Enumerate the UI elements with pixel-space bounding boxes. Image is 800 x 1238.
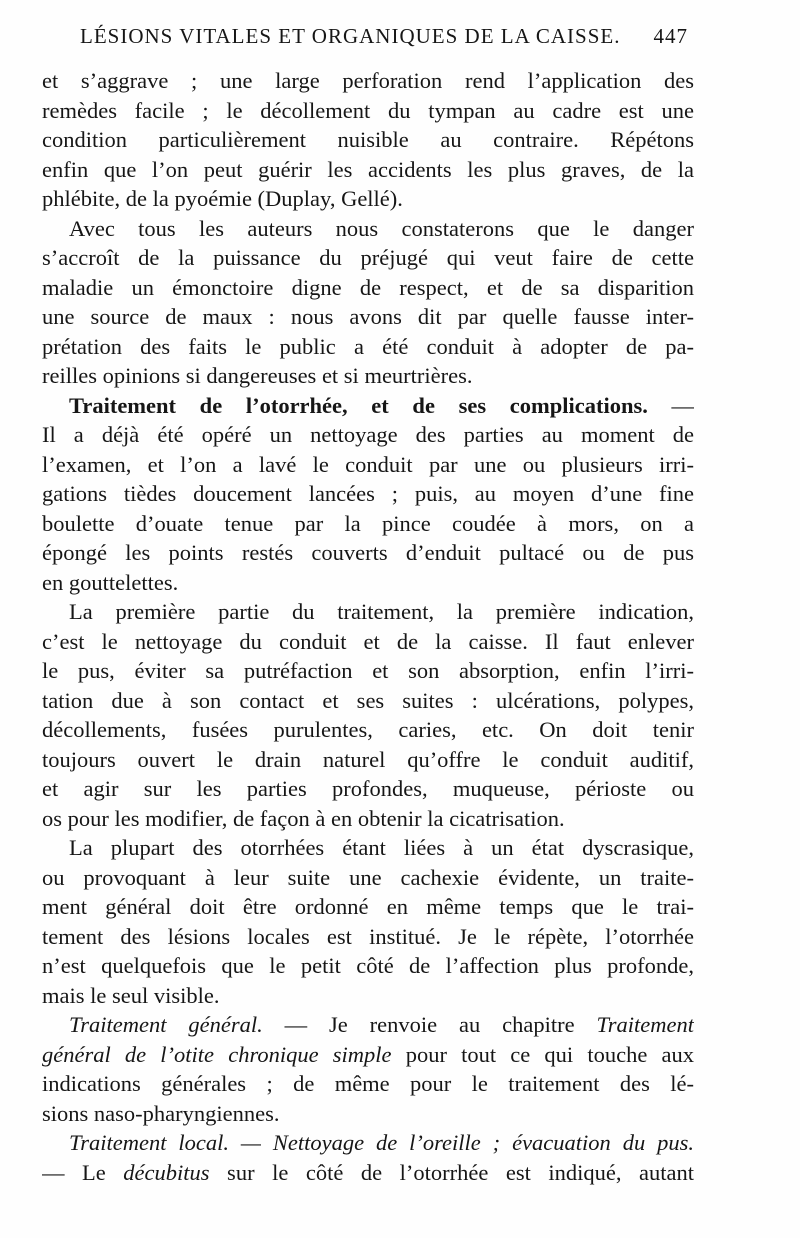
- text-line: Avec tous les auteurs nous constaterons que le danger: [69, 215, 694, 241]
- text-line: maladie un émonctoire digne de respect, et de sa disparition: [42, 274, 694, 300]
- chapter-reference: général de l’otite chronique simple: [42, 1041, 392, 1067]
- text-line: boulette d’ouate tenue par la pince coudée à mors, on a: [42, 510, 694, 536]
- subsection-line: [42, 1010, 694, 1040]
- text-line: une source de maux : nous avons dit par quelle fausse inter-: [42, 304, 694, 329]
- text-line: n’est quelquefois que le petit côté de l’affection plus profonde,: [42, 953, 694, 978]
- paragraph: [42, 391, 694, 598]
- paragraph: [42, 833, 694, 1010]
- text-run: sur le côté de l’otorrhée est indiqué, autant: [209, 1159, 694, 1185]
- paragraph: [42, 1128, 694, 1187]
- subsection-title: Traitement général.: [69, 1012, 263, 1037]
- text-run: pour tout ce qui touche aux: [391, 1041, 694, 1067]
- text-line: enfin que l’on peut guérir les accidents les plus graves, de la: [42, 156, 694, 182]
- section-heading: Traitement de l’otorrhée, et de ses complications.: [69, 392, 648, 418]
- text-line: phlébite, de la pyoémie (Duplay, Gellé).: [42, 186, 403, 211]
- heading-dash: —: [671, 392, 694, 418]
- text-line: La première partie du traitement, la première indication,: [69, 599, 694, 624]
- text-line: sions naso-pharyngiennes.: [42, 1100, 280, 1126]
- text-line: tement des lésions locales est institué. Je le répète, l’otorrhée: [42, 923, 694, 949]
- text-line: condition particulièrement nuisible au contraire. Répétons: [42, 127, 694, 152]
- page-body: [42, 66, 694, 1187]
- text-line: [42, 1158, 694, 1188]
- text-line: et s’aggrave ; une large perforation rend l’application des: [42, 68, 694, 93]
- chapter-reference: Traitement: [596, 1012, 694, 1037]
- subsection-line: [42, 1128, 694, 1158]
- text-line: prétation des faits le public a été conduit à adopter de pa-: [42, 333, 694, 359]
- text-run: — Le: [42, 1159, 124, 1185]
- text-line: et agir sur les parties profondes, muqueuse, périoste ou: [42, 776, 694, 801]
- section-heading-line: [42, 391, 694, 421]
- emphasized-term: décubitus: [123, 1159, 210, 1185]
- text-line: l’examen, et l’on a lavé le conduit par une ou plusieurs irri-: [42, 451, 694, 477]
- paragraph: [42, 1010, 694, 1128]
- text-line: c’est le nettoyage du conduit et de la caisse. Il faut enlever: [42, 628, 694, 654]
- text-line: épongé les points restés couverts d’enduit pultacé ou de pus: [42, 540, 694, 565]
- text-line: indications générales ; de même pour le traitement des lé-: [42, 1071, 694, 1096]
- text-line: le pus, éviter sa putréfaction et son absorption, enfin l’irri-: [42, 658, 694, 683]
- text-line: décollements, fusées purulentes, caries, etc. On doit tenir: [42, 717, 694, 742]
- text-line: en gouttelettes.: [42, 569, 179, 595]
- page-header: [80, 24, 688, 56]
- text-line: tation due à son contact et ses suites : ulcérations, polypes,: [42, 687, 694, 713]
- text-line: [42, 1040, 694, 1070]
- text-run: — Je renvoie au chapitre: [262, 1012, 597, 1037]
- text-line: Il a déjà été opéré un nettoyage des parties au moment de: [42, 422, 694, 447]
- text-line: La plupart des otorrhées étant liées à un état dyscrasique,: [69, 835, 694, 860]
- paragraph: [42, 66, 694, 214]
- text-line: os pour les modifier, de façon à en obtenir la cicatrisation.: [42, 805, 565, 831]
- text-line: ment général doit être ordonné en même temps que le trai-: [42, 894, 694, 919]
- text-line: ou provoquant à leur suite une cachexie évidente, un traite-: [42, 864, 694, 890]
- text-line: reilles opinions si dangereuses et si meurtrières.: [42, 363, 473, 388]
- subsection-title: Traitement local. — Nettoyage de l’oreille ; évacuation du pus.: [69, 1130, 694, 1155]
- page-number: 447: [653, 24, 688, 48]
- text-line: mais le seul visible.: [42, 982, 220, 1008]
- text-line: remèdes facile ; le décollement du tympan au cadre est une: [42, 97, 694, 123]
- text-line: gations tièdes doucement lancées ; puis, au moyen d’une fine: [42, 481, 694, 506]
- running-title: LÉSIONS VITALES ET ORGANIQUES DE LA CAISSE.: [80, 24, 621, 48]
- paragraph: [42, 597, 694, 833]
- text-line: s’accroît de la puissance du préjugé qui veut faire de cette: [42, 245, 694, 270]
- text-line: toujours ouvert le drain naturel qu’offre le conduit auditif,: [42, 746, 694, 772]
- paragraph: [42, 214, 694, 391]
